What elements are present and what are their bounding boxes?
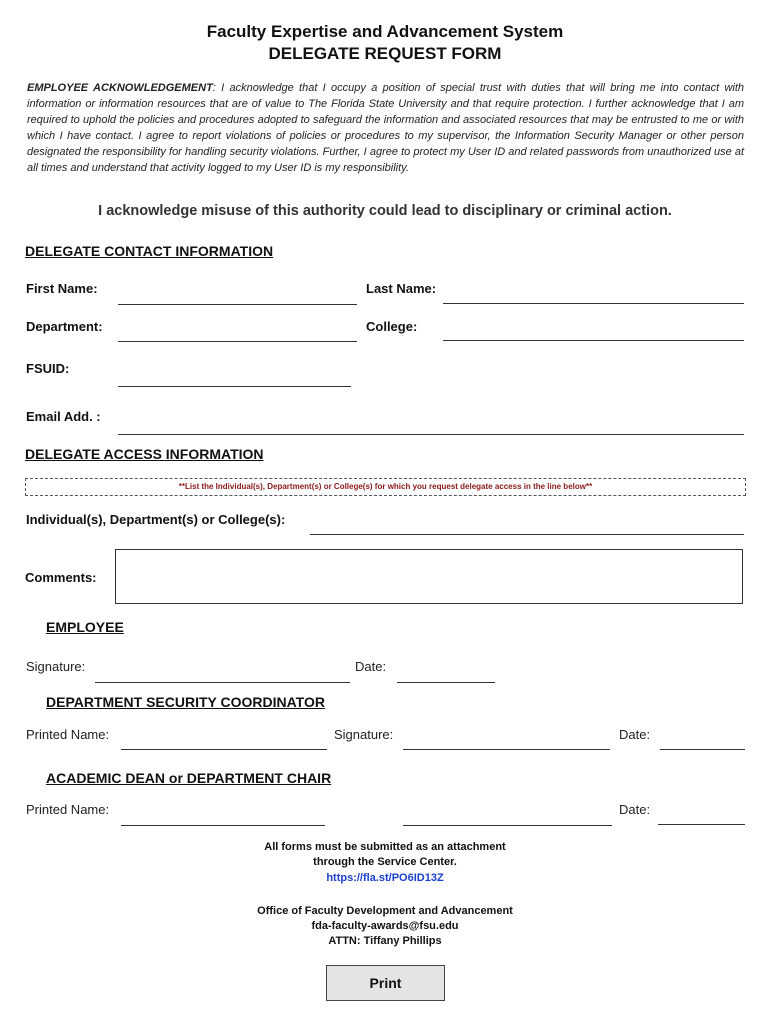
coordinator-signature-field[interactable] bbox=[403, 731, 610, 750]
access-section-title: DELEGATE ACCESS INFORMATION bbox=[25, 446, 264, 462]
office-name: Office of Faculty Development and Advancement bbox=[257, 905, 513, 917]
department-label: Department: bbox=[26, 319, 103, 334]
employee-signature-label: Signature: bbox=[26, 659, 86, 674]
dean-signature-field[interactable] bbox=[403, 807, 612, 826]
access-targets-label: Individual(s), Department(s) or College(s): bbox=[26, 512, 286, 527]
employee-section-title: EMPLOYEE bbox=[46, 619, 124, 635]
last-name-label: Last Name: bbox=[366, 281, 437, 296]
comments-textarea[interactable] bbox=[115, 549, 743, 604]
access-notice: **List the Individual(s), Department(s) or College(s) for which you request delegate access in the line below** bbox=[25, 478, 746, 496]
dean-printed-name-label: Printed Name: bbox=[26, 802, 110, 817]
coordinator-date-label: Date: bbox=[619, 727, 651, 742]
print-button[interactable]: Print bbox=[326, 965, 445, 1001]
email-label: Email Add. : bbox=[26, 409, 101, 424]
access-targets-field[interactable] bbox=[310, 516, 744, 535]
service-center-link[interactable]: https://fla.st/PO6ID13Z bbox=[326, 872, 444, 884]
submit-instruction-line1: All forms must be submitted as an attachment bbox=[264, 841, 506, 853]
misuse-statement: I acknowledge misuse of this authority could lead to disciplinary or criminal action. bbox=[98, 203, 672, 219]
email-field[interactable] bbox=[118, 416, 744, 435]
coordinator-printed-name-field[interactable] bbox=[121, 731, 327, 750]
contact-section-title: DELEGATE CONTACT INFORMATION bbox=[25, 243, 274, 259]
office-email: fda-faculty-awards@fsu.edu bbox=[311, 920, 459, 932]
first-name-label: First Name: bbox=[26, 281, 98, 296]
employee-date-label: Date: bbox=[355, 659, 387, 674]
college-label: College: bbox=[366, 319, 418, 334]
coordinator-section-title: DEPARTMENT SECURITY COORDINATOR bbox=[46, 694, 325, 710]
department-field[interactable] bbox=[118, 323, 357, 342]
employee-date-field[interactable] bbox=[397, 664, 495, 683]
fsuid-field[interactable] bbox=[118, 368, 351, 387]
college-field[interactable] bbox=[443, 322, 744, 341]
acknowledgement-heading: EMPLOYEE ACKNOWLEDGEMENT bbox=[27, 82, 213, 94]
acknowledgement-text: : I acknowledge that I occupy a position of special trust with duties that will bring me into contact with information or information resources that are of value to The Florida State University and that require protection. I further acknowledge that I am required to uphold the policies and procedures adopted to safeguard the information and associated resources that may be entrusted to me or with which I have contact. I agree to report violations of policies or procedures to my supervisor, the Information Security Manager or other person designated the responsibility for handling security violations. Further, I agree to protect my User ID and related passwords from unauthorized use at all times and understand that activity logged to my User ID is my responsibility. bbox=[27, 82, 745, 174]
acknowledgement-paragraph bbox=[27, 80, 744, 176]
submit-instruction-line2: through the Service Center. bbox=[313, 856, 457, 868]
coordinator-date-field[interactable] bbox=[660, 731, 745, 750]
form-subtitle: DELEGATE REQUEST FORM bbox=[268, 44, 502, 63]
fsuid-label: FSUID: bbox=[26, 361, 70, 376]
office-attn: ATTN: Tiffany Phillips bbox=[328, 935, 442, 947]
dean-date-field[interactable] bbox=[658, 806, 745, 825]
coordinator-printed-name-label: Printed Name: bbox=[26, 727, 110, 742]
comments-label: Comments: bbox=[25, 570, 97, 585]
dean-printed-name-field[interactable] bbox=[121, 807, 325, 826]
last-name-field[interactable] bbox=[443, 285, 744, 304]
dean-section-title: ACADEMIC DEAN or DEPARTMENT CHAIR bbox=[46, 770, 332, 786]
dean-date-label: Date: bbox=[619, 802, 651, 817]
form-title: Faculty Expertise and Advancement System bbox=[206, 22, 564, 41]
coordinator-signature-label: Signature: bbox=[334, 727, 394, 742]
first-name-field[interactable] bbox=[118, 286, 357, 305]
employee-signature-field[interactable] bbox=[95, 664, 350, 683]
